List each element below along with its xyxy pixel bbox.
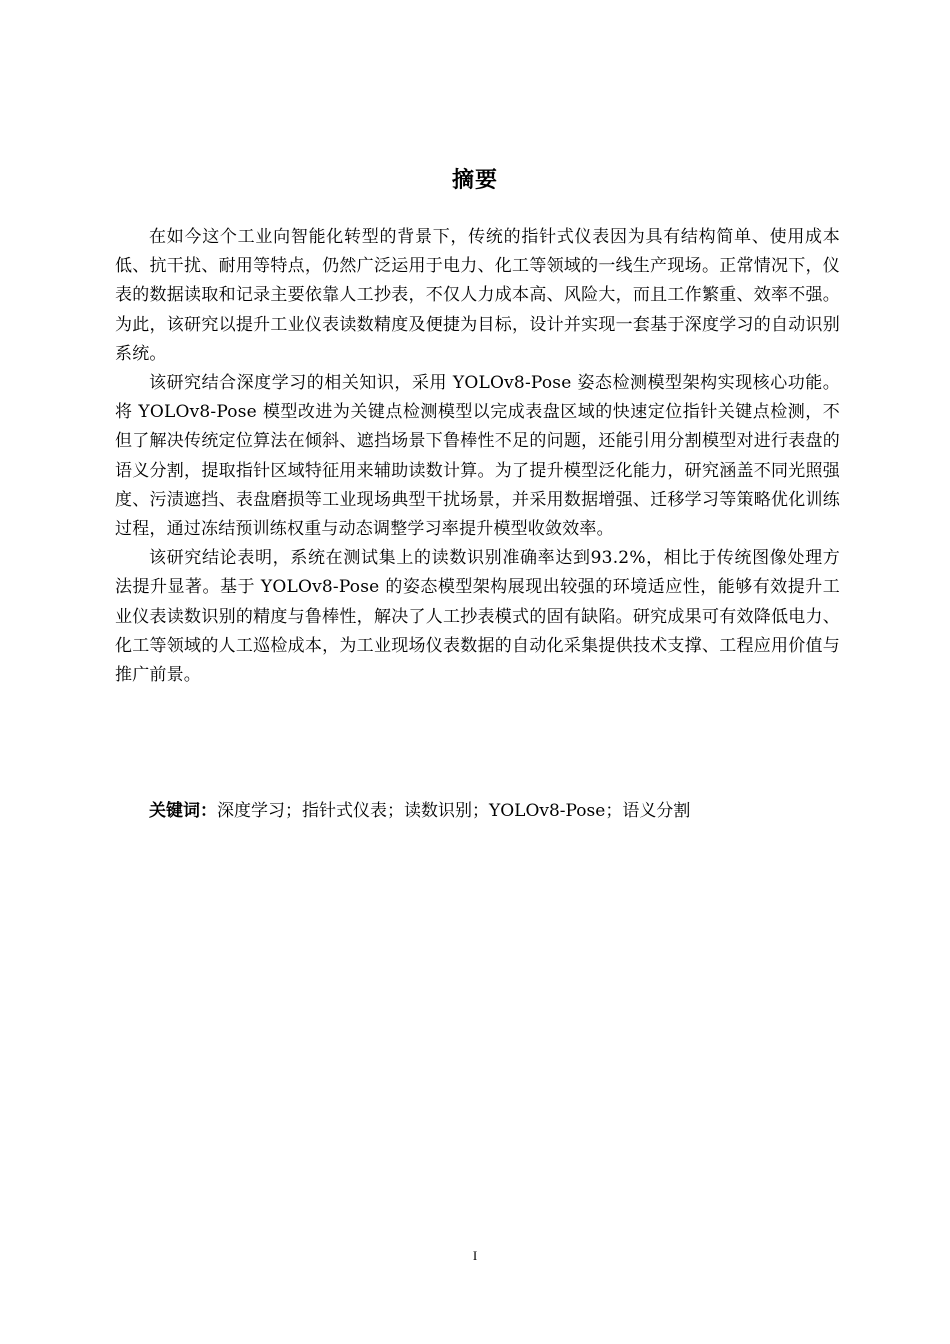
abstract-paragraph-1: 在如今这个工业向智能化转型的背景下，传统的指针式仪表因为具有结构简单、使用成本低、抗干扰、耐用等特点，仍然广泛运用于电力、化工等领域的一线生产现场。正常情况下，仪表的数据读取和记录主要依靠人工抄表，不仅人力成本高、风险大，而且工作繁重、效率不强。为此，该研究以提升工业仪表读数精度及便捷为目标，设计并实现一套基于深度学习的自动识别系统。 bbox=[115, 227, 840, 364]
page-number: I bbox=[472, 1248, 478, 1263]
abstract-title: 摘要 bbox=[451, 168, 498, 193]
abstract-paragraph-2: 该研究结合深度学习的相关知识，采用 YOLOv8-Pose 姿态检测模型架构实现核心功能。将 YOLOv8-Pose 模型改进为关键点检测模型以完成表盘区域的快速定位指针关键点检测，不但了解决传统定位算法在倾斜、遮挡场景下鲁棒性不足的问题，还能引用分割模型对进行表盘的语义分割，提取指针区域特征用来辅助读数计算。为了提升模型泛化能力，研究涵盖不同光照强度、污渍遮挡、表盘磨损等工业现场典型干扰场景，并采用数据增强、迁移学习等策略优化训练过程，通过冻结预训练权重与动态调整学习率提升模型收敛效率。 bbox=[115, 373, 840, 540]
keywords-list: 深度学习；指针式仪表；读数识别；YOLOv8-Pose；语义分割 bbox=[217, 801, 691, 821]
abstract-paragraph-3: 该研究结论表明，系统在测试集上的读数识别准确率达到93.2%，相比于传统图像处理方法提升显著。基于 YOLOv8-Pose 的姿态模型架构展现出较强的环境适应性，能够有效提升工业仪表读数识别的精度与鲁棒性，解决了人工抄表模式的固有缺陷。研究成果可有效降低电力、化工等领域的人工巡检成本，为工业现场仪表数据的自动化采集提供技术支撑、工程应用价值与推广前景。 bbox=[115, 548, 840, 686]
abstract-body bbox=[115, 223, 840, 690]
keywords-label: 关键词： bbox=[149, 801, 217, 821]
keywords-line bbox=[149, 797, 849, 826]
